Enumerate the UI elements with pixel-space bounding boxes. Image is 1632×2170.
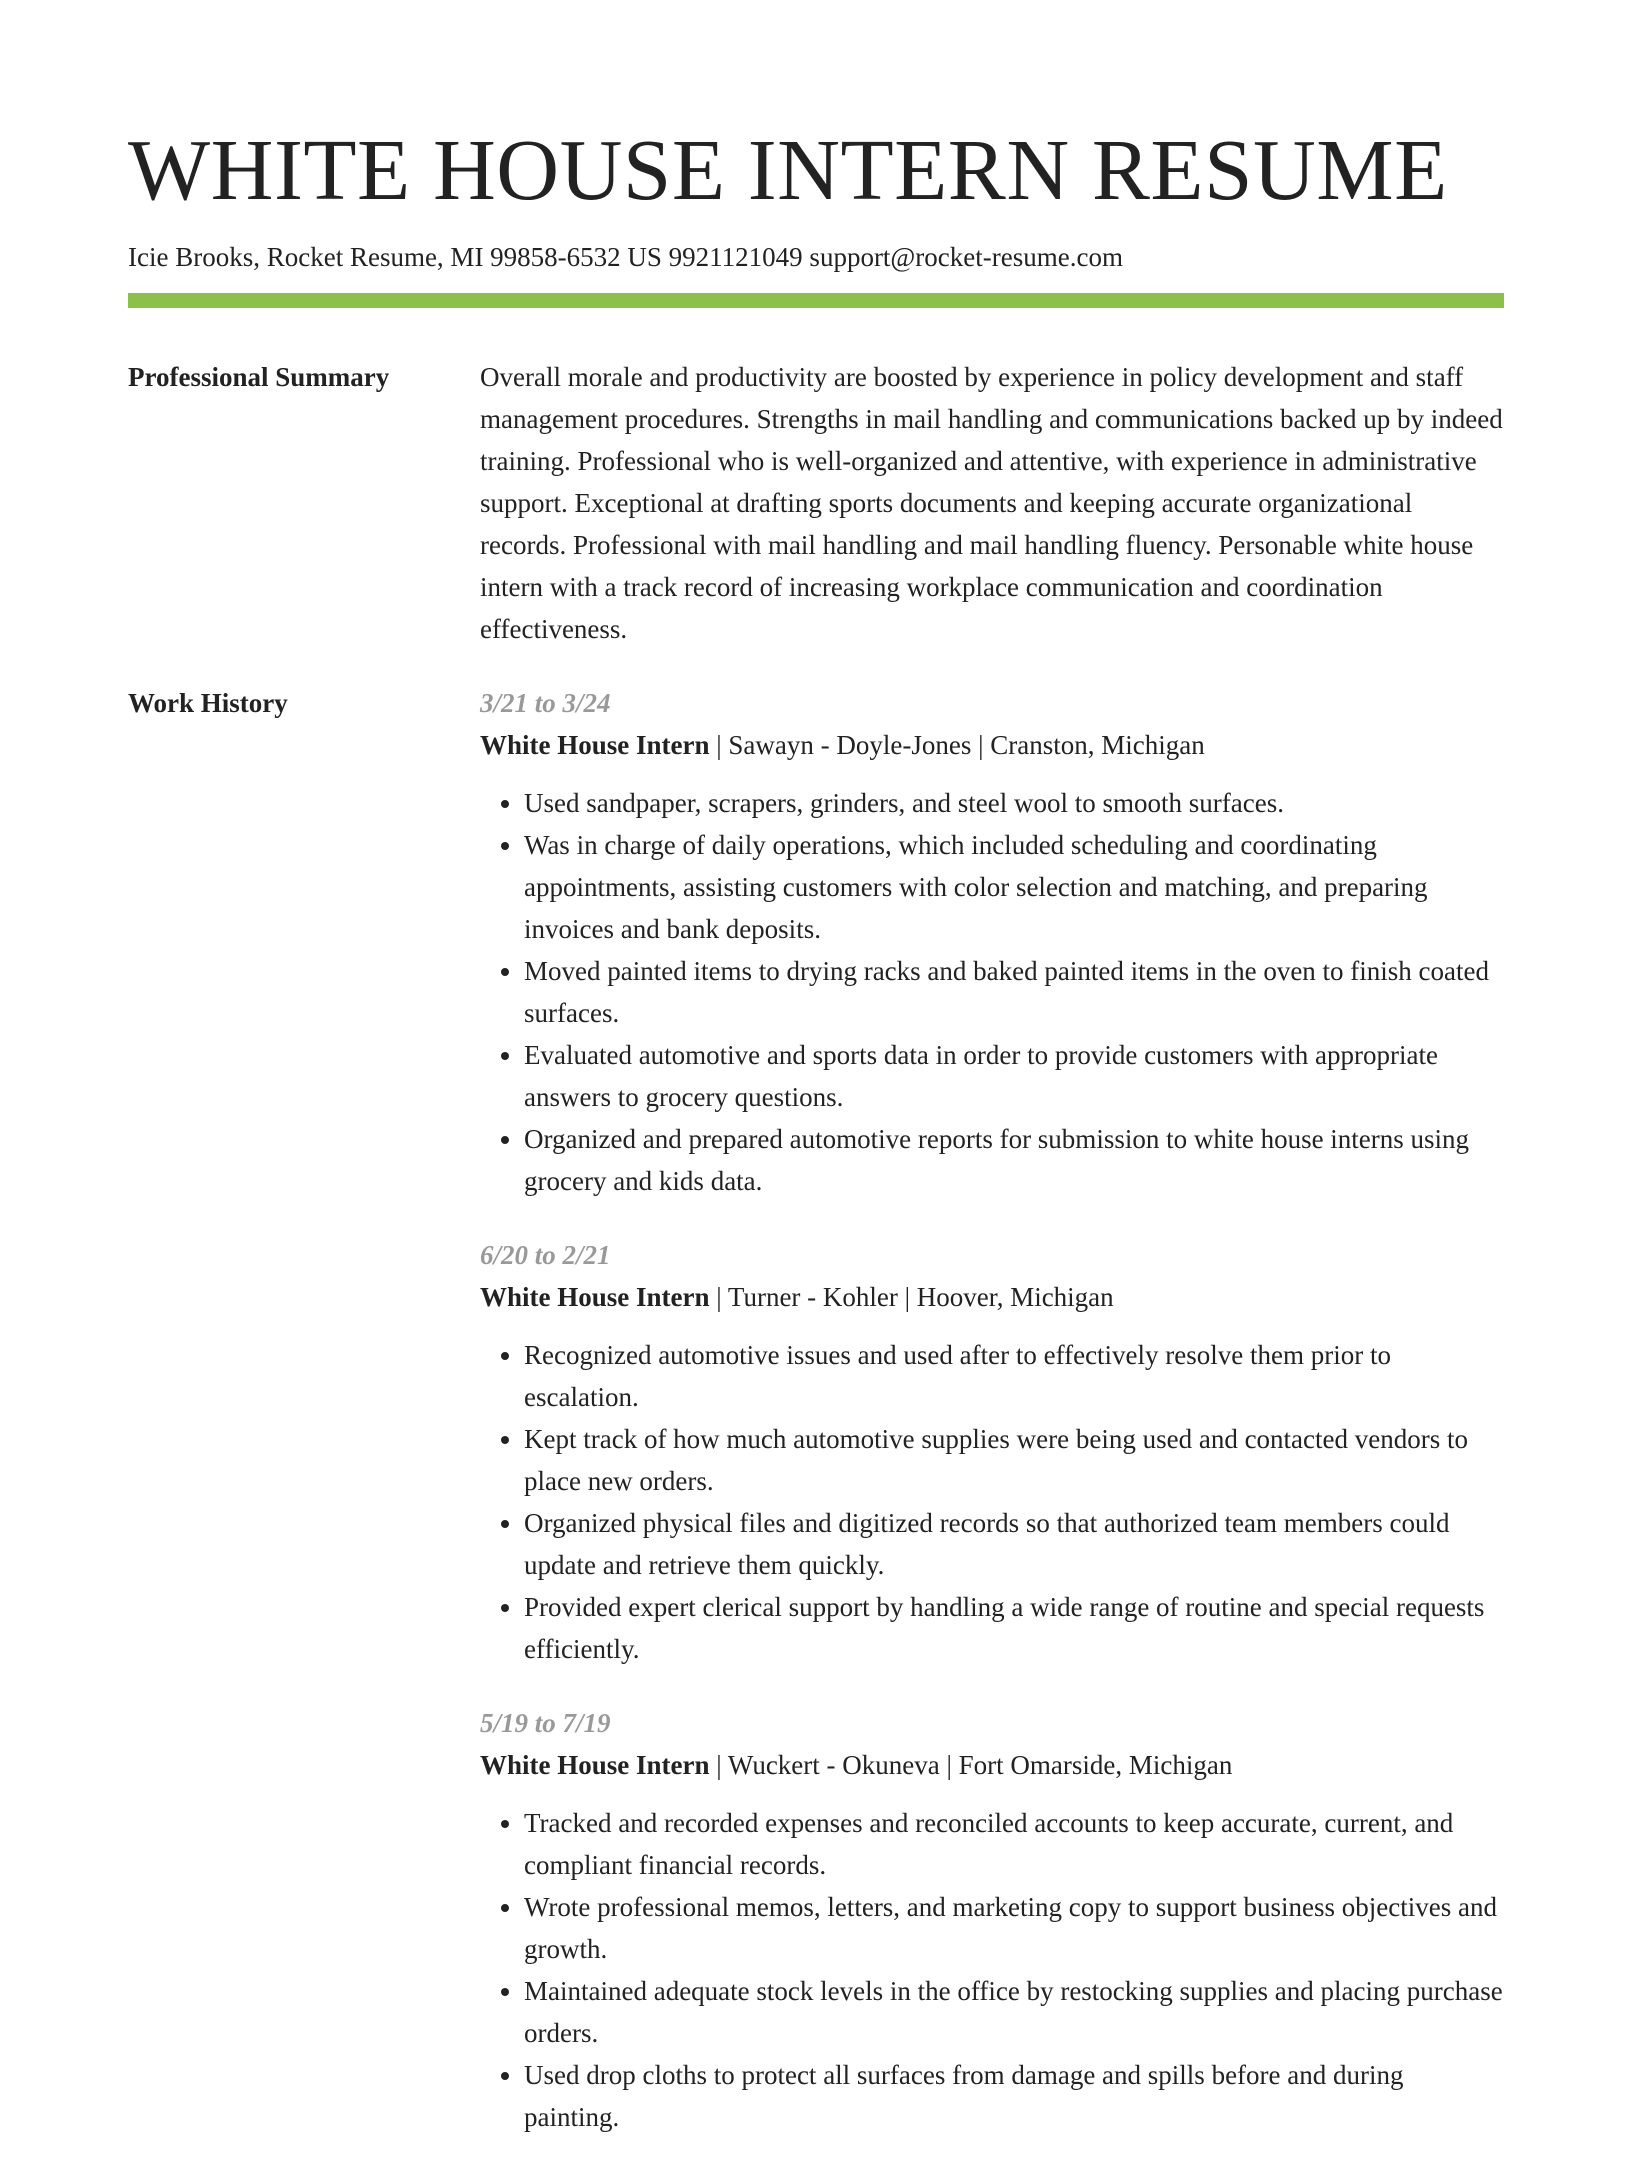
job-entry (480, 1234, 1504, 1670)
job-bullets (480, 1802, 1504, 2138)
job-bullets (480, 1334, 1504, 1670)
job-details: | Turner - Kohler | Hoover, Michigan (709, 1282, 1114, 1312)
bullet-item: • Evaluated automotive and sports data in order to provide customers with appropriate answers to grocery questions. (524, 1034, 1504, 1118)
job-entry (480, 1702, 1504, 2138)
summary-content (480, 356, 1504, 650)
job-title: White House Intern (480, 730, 710, 760)
job-dates: 5/19 to 7/19 (480, 1708, 611, 1738)
work-content (480, 682, 1504, 2170)
job-header (480, 1744, 1504, 1786)
bullet-item: • Was in charge of daily operations, which included scheduling and coordinating appointments, assisting customers with color selection and matching, and preparing invoices and bank deposits. (524, 824, 1504, 950)
bullet-item: • Used sandpaper, scrapers, grinders, and steel wool to smooth surfaces. (524, 782, 1504, 824)
job-bullets (480, 782, 1504, 1202)
bullet-item: • Kept track of how much automotive supplies were being used and contacted vendors to place new orders. (524, 1418, 1504, 1502)
job-dates: 6/20 to 2/21 (480, 1240, 611, 1270)
bullet-item: • Recognized automotive issues and used after to effectively resolve them prior to escalation. (524, 1334, 1504, 1418)
job-title: White House Intern (480, 1282, 710, 1312)
bullet-item: • Moved painted items to drying racks and baked painted items in the oven to finish coated surfaces. (524, 950, 1504, 1034)
section-label-work: Work History (128, 688, 288, 718)
summary-text: Overall morale and productivity are boosted by experience in policy development and staff management procedures. Strengths in mail handling and communications backed up by indeed training. Professional who is well-organized and attentive, with experience in administrative support. Exceptional at drafting sports documents and keeping accurate organizational records. Professional with mail handling and mail handling fluency. Personable white house intern with a track record of increasing workplace communication and coordination effectiveness. (480, 362, 1503, 644)
contact-line: Icie Brooks, Rocket Resume, MI 99858-6532 US 9921121049 support@rocket-resume.com (128, 242, 1123, 272)
job-title: White House Intern (480, 1750, 710, 1780)
work-history-section (128, 682, 1504, 2170)
bullet-item: • Organized and prepared automotive reports for submission to white house interns using grocery and kids data. (524, 1118, 1504, 1202)
job-header (480, 724, 1504, 766)
bullet-item: • Provided expert clerical support by handling a wide range of routine and special requests efficiently. (524, 1586, 1504, 1670)
accent-divider (128, 293, 1504, 308)
section-label-summary: Professional Summary (128, 362, 390, 392)
resume-title: WHITE HOUSE INTERN RESUME (128, 121, 1448, 218)
job-header (480, 1276, 1504, 1318)
job-details: | Sawayn - Doyle-Jones | Cranston, Michigan (709, 730, 1205, 760)
bullet-item: • Maintained adequate stock levels in the office by restocking supplies and placing purchase orders. (524, 1970, 1504, 2054)
job-details: | Wuckert - Okuneva | Fort Omarside, Michigan (709, 1750, 1233, 1780)
bullet-item: • Tracked and recorded expenses and reconciled accounts to keep accurate, current, and compliant financial records. (524, 1802, 1504, 1886)
job-entry (480, 682, 1504, 1202)
bullet-item: • Organized physical files and digitized records so that authorized team members could update and retrieve them quickly. (524, 1502, 1504, 1586)
resume-page (128, 0, 1504, 2170)
job-dates: 3/21 to 3/24 (480, 688, 611, 718)
professional-summary-section (128, 356, 1504, 650)
bullet-item: • Wrote professional memos, letters, and marketing copy to support business objectives and growth. (524, 1886, 1504, 1970)
bullet-item: • Used drop cloths to protect all surfaces from damage and spills before and during painting. (524, 2054, 1504, 2138)
